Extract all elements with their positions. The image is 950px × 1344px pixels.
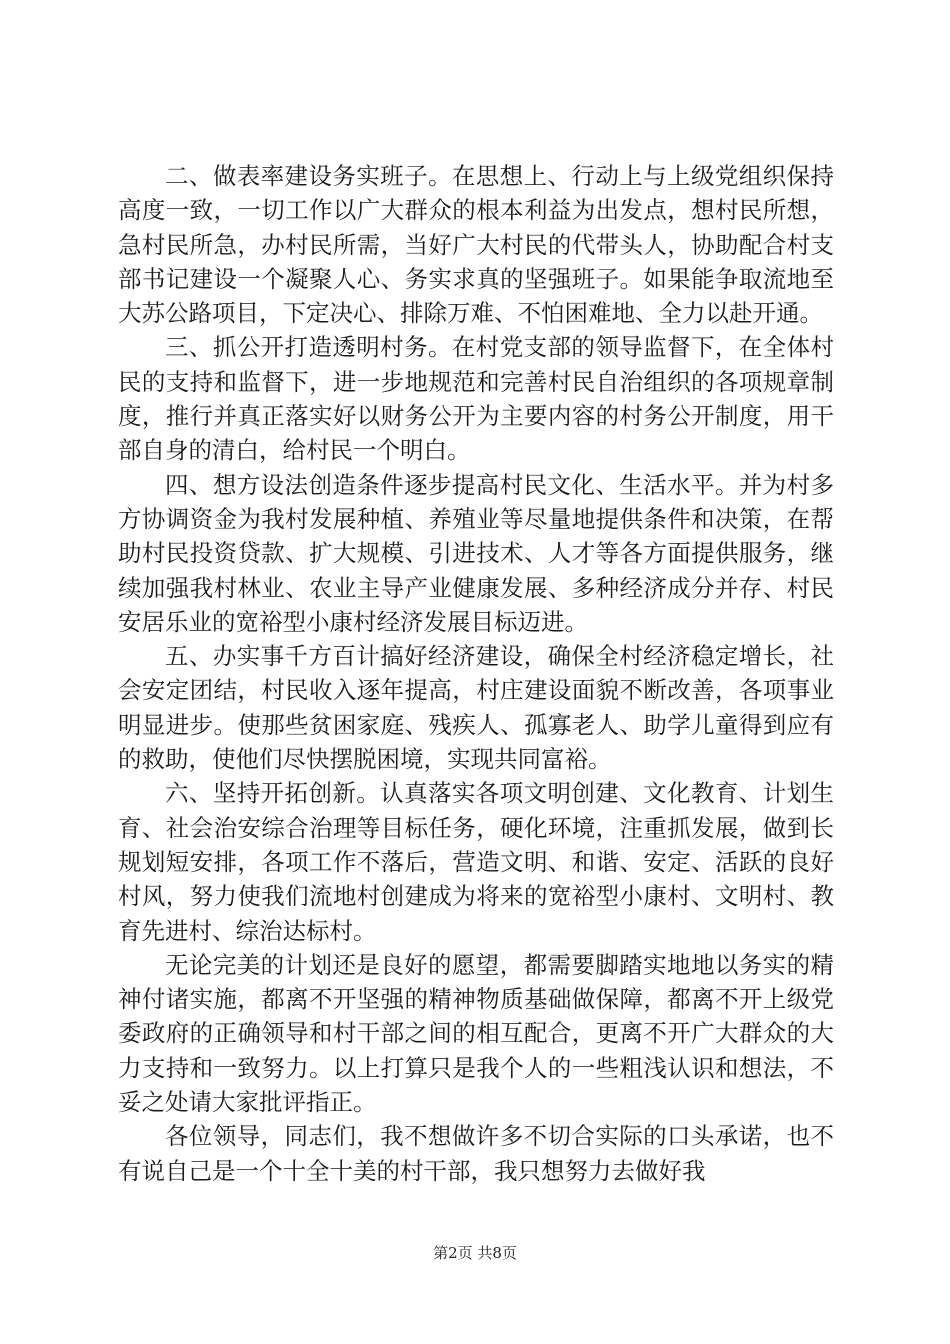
document-body [118, 159, 834, 1188]
page-number-footer: 第2页 共8页 [433, 1244, 517, 1262]
paragraph-5: 五、办实事千方百计搞好经济建设，确保全村经济稳定增长，社会安定团结，村民收入逐年提高，村庄建设面貌不断改善，各项事业明显进步。使那些贫困家庭、残疾人、孤寡老人、助学儿童得到应有的救助，使他们尽快摆脱困境，实现共同富裕。 [118, 642, 834, 774]
paragraph-conclusion: 无论完美的计划还是良好的愿望，都需要脚踏实地地以务实的精神付诸实施，都离不开坚强的精神物质基础做保障，都离不开上级党委政府的正确领导和村干部之间的相互配合，更离不开广大群众的大力支持和一致努力。以上打算只是我个人的一些粗浅认识和想法，不妥之处请大家批评指正。 [118, 950, 834, 1117]
paragraph-3: 三、抓公开打造透明村务。在村党支部的领导监督下，在全体村民的支持和监督下，进一步地规范和完善村民自治组织的各项规章制度，推行并真正落实好以财务公开为主要内容的村务公开制度，用干部自身的清白，给村民一个明白。 [118, 333, 834, 465]
paragraph-2: 二、做表率建设务实班子。在思想上、行动上与上级党组织保持高度一致，一切工作以广大群众的根本利益为出发点，想村民所想，急村民所急，办村民所需，当好广大村民的代带头人，协助配合村支部书记建设一个凝聚人心、务实求真的坚强班子。如果能争取流地至大苏公路项目，下定决心、排除万难、不怕困难地、全力以赴开通。 [118, 162, 834, 328]
paragraph-closing: 各位领导，同志们，我不想做许多不切合实际的口头承诺，也不有说自己是一个十全十美的村干部，我只想努力去做好我 [118, 1122, 834, 1185]
paragraph-6: 六、坚持开拓创新。认真落实各项文明创建、文化教育、计划生育、社会治安综合治理等目标任务，硬化环境，注重抓发展，做到长规划短安排，各项工作不落后，营造文明、和谐、安定、活跃的良好村风，努力使我们流地村创建成为将来的宽裕型小康村、文明村、教育先进村、综治达标村。 [118, 779, 834, 945]
paragraph-4: 四、想方设法创造条件逐步提高村民文化、生活水平。并为村多方协调资金为我村发展种植、养殖业等尽量地提供条件和决策，在帮助村民投资贷款、扩大规模、引进技术、人才等各方面提供服务，继续加强我村林业、农业主导产业健康发展、多种经济成分并存、村民安居乐业的宽裕型小康村经济发展目标迈进。 [118, 470, 834, 636]
